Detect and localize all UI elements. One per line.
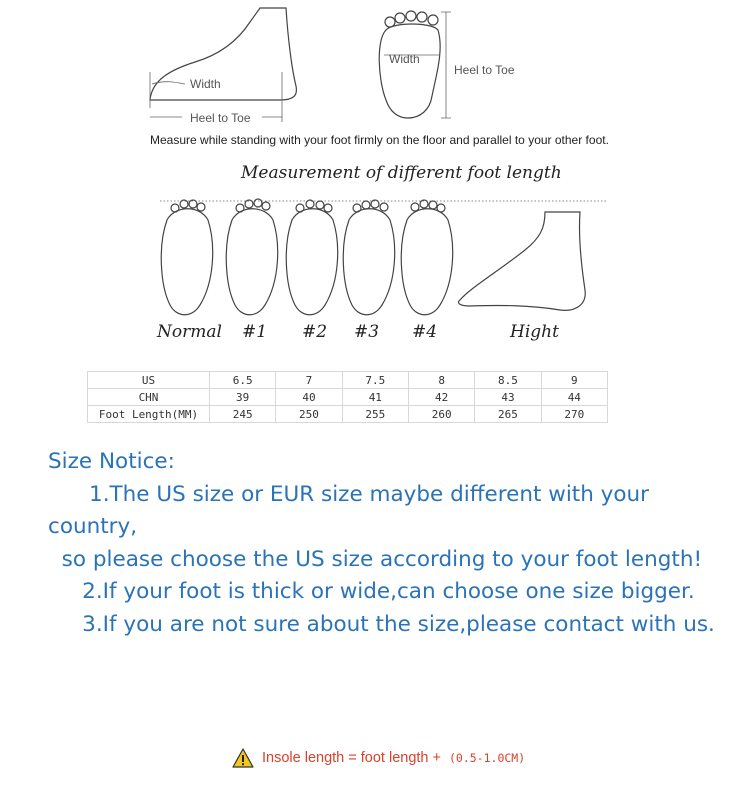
table-cell: 44 xyxy=(541,389,607,406)
foot-label-3: #3 xyxy=(354,322,380,342)
warning-icon xyxy=(232,748,254,768)
foot-label-4: #4 xyxy=(412,322,438,342)
table-cell: 9 xyxy=(541,372,607,389)
table-cell: 41 xyxy=(342,389,408,406)
foot-1 xyxy=(226,209,277,315)
foot-label-high: Hight xyxy=(510,322,559,342)
table-cell: 245 xyxy=(210,406,276,423)
foot-label-2: #2 xyxy=(302,322,328,342)
side-view-foot xyxy=(150,8,296,100)
table-cell: 250 xyxy=(276,406,342,423)
foot-types-title: Measurement of different foot length xyxy=(241,163,562,183)
table-cell: 42 xyxy=(408,389,474,406)
table-row xyxy=(88,372,608,389)
width-label-side: Width xyxy=(190,77,221,91)
row-header: Foot Length(MM) xyxy=(88,406,210,423)
table-cell: 265 xyxy=(475,406,541,423)
table-cell: 255 xyxy=(342,406,408,423)
foot-4 xyxy=(401,209,452,315)
notice-item-3: 2.If your foot is thick or wide,can choose one size bigger. xyxy=(48,579,695,604)
table-cell: 40 xyxy=(276,389,342,406)
foot-normal xyxy=(161,209,212,315)
table-cell: 8.5 xyxy=(475,372,541,389)
table-cell: 7 xyxy=(276,372,342,389)
heel-to-toe-label-top: Heel to Toe xyxy=(454,63,515,77)
width-label-top: Width xyxy=(389,52,420,66)
table-cell: 39 xyxy=(210,389,276,406)
notice-item-4: 3.If you are not sure about the size,please contact with us. xyxy=(48,611,715,637)
top-view-foot xyxy=(379,24,440,118)
foot-high-arch xyxy=(458,212,585,310)
foot-2 xyxy=(286,209,337,315)
size-notice xyxy=(48,446,718,641)
row-header: CHN xyxy=(88,389,210,406)
table-cell: 6.5 xyxy=(210,372,276,389)
table-row xyxy=(88,406,608,423)
foot-label-1: #1 xyxy=(242,322,268,342)
table-cell: 43 xyxy=(475,389,541,406)
insole-formula: Insole length = foot length + xyxy=(262,750,441,766)
table-cell: 7.5 xyxy=(342,372,408,389)
row-header: US xyxy=(88,372,210,389)
foot-label-normal: Normal xyxy=(157,322,222,342)
size-chart-table xyxy=(87,371,608,423)
notice-item-1: 1.The US size or EUR size maybe different with your country, xyxy=(48,481,656,539)
measurement-instruction: Measure while standing with your foot firmly on the floor and parallel to your other foot. xyxy=(150,133,609,147)
notice-item-2: so please choose the US size according to your foot length! xyxy=(48,546,703,572)
foot-3 xyxy=(343,209,394,315)
heel-to-toe-label-side: Heel to Toe xyxy=(190,111,251,125)
insole-warning xyxy=(232,748,525,768)
table-cell: 8 xyxy=(408,372,474,389)
table-row xyxy=(88,389,608,406)
insole-range: (0.5-1.0CM) xyxy=(448,751,526,765)
table-cell: 260 xyxy=(408,406,474,423)
table-cell: 270 xyxy=(541,406,607,423)
notice-heading: Size Notice: xyxy=(48,449,175,474)
